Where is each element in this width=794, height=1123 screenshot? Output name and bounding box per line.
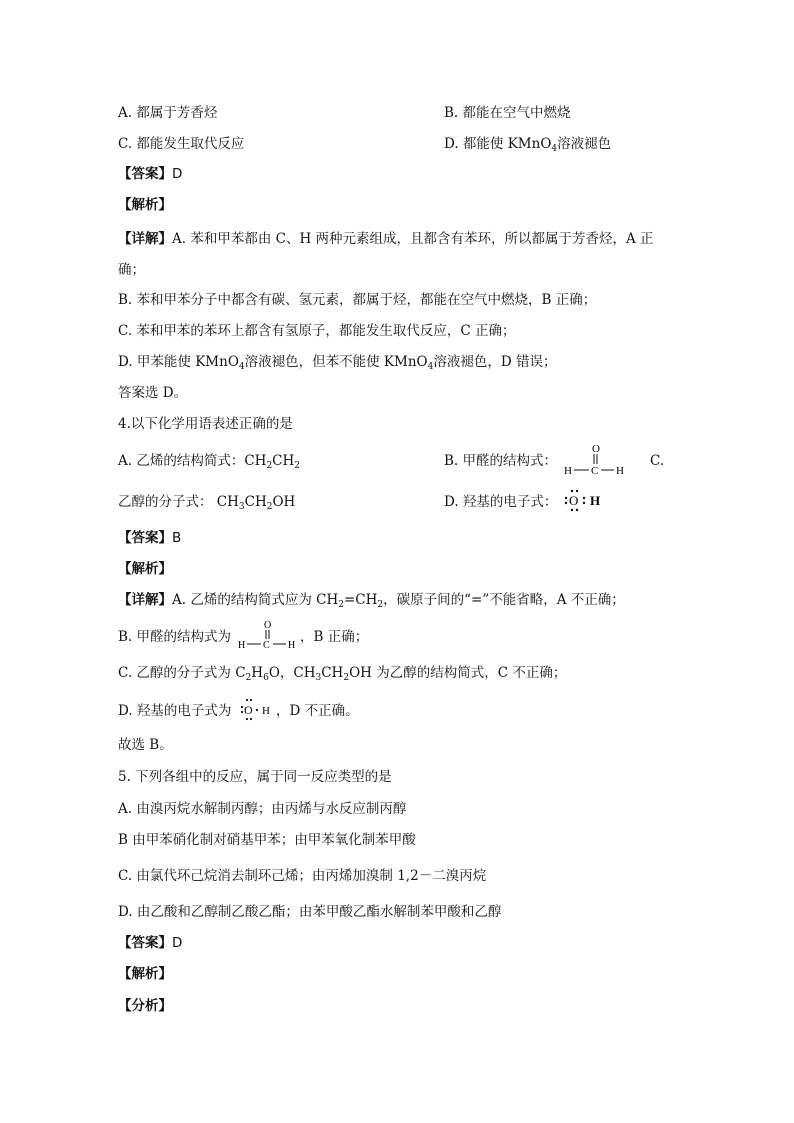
svg-text:C: C bbox=[263, 640, 270, 651]
q4-conclusion: 故选 B。 bbox=[118, 737, 173, 753]
q4-answer: 【答案】B bbox=[118, 530, 182, 546]
svg-text:H: H bbox=[238, 640, 246, 651]
q5-option-d: D. 由乙酸和乙醇制乙酸乙酯；由苯甲酸乙酯水解制苯甲酸和乙醇 bbox=[118, 904, 502, 920]
formaldehyde-structure-detail bbox=[236, 618, 302, 656]
q4-detail-d-end: ，D 不正确。 bbox=[276, 703, 359, 719]
q5-fenxi-heading: 【分析】 bbox=[118, 998, 172, 1014]
formula-o: O bbox=[592, 443, 600, 455]
q5-option-b: B 由甲苯硝化制对硝基甲苯；由甲苯氧化制苯甲酸 bbox=[118, 832, 416, 848]
q3-option-a: A. 都属于芳香烃 bbox=[118, 105, 218, 121]
q5-stem: 5. 下列各组中的反应，属于同一反应类型的是 bbox=[118, 769, 392, 785]
q3-answer: 【答案】D bbox=[118, 166, 183, 182]
q3-detail-a-cont: 确； bbox=[118, 262, 145, 278]
q4-analysis-heading: 【解析】 bbox=[118, 561, 172, 577]
formula-h-left: H bbox=[564, 465, 572, 477]
q4-detail-b: B. 甲醛的结构式为 bbox=[118, 629, 232, 645]
q4-option-a: A. 乙烯的结构简式：$CH_2CH_2$ bbox=[118, 453, 301, 471]
svg-text:O: O bbox=[244, 703, 253, 717]
q5-option-a: A. 由溴丙烷水解制丙醇；由丙烯与水反应制丙醇 bbox=[118, 801, 407, 817]
q5-option-c: C. 由氯代环己烷消去制环己烯；由丙烯加溴制 1,2－二溴丙烷 bbox=[118, 868, 487, 884]
q4-option-c: 乙醇的分子式： $CH_3CH_2OH$ bbox=[118, 494, 296, 512]
hydroxyl-electron-formula-detail bbox=[240, 696, 276, 726]
q3-detail-d: D. 甲苯能使 KMnO$_4$溶液褪色，但苯不能使 KMnO$_4$溶液褪色，D 错误； bbox=[118, 354, 557, 372]
electron-h: H bbox=[590, 493, 601, 508]
hydroxyl-electron-formula-d bbox=[564, 487, 606, 517]
formaldehyde-structure-b bbox=[562, 440, 628, 482]
svg-text:O: O bbox=[264, 620, 272, 631]
q3-detail-b: B. 苯和甲苯分子中都含有碳、氢元素，都属于烃，都能在空气中燃烧，B 正确； bbox=[118, 292, 597, 308]
q3-detail-a: 【详解】A. 苯和甲苯都由 C、H 两种元素组成，且都含有苯环，所以都属于芳香烃，A 正 bbox=[118, 231, 654, 247]
svg-text:H: H bbox=[262, 705, 270, 717]
q4-option-b: B. 甲醛的结构式： bbox=[444, 453, 558, 469]
q3-analysis-heading: 【解析】 bbox=[118, 197, 172, 213]
q5-analysis-heading: 【解析】 bbox=[118, 966, 172, 982]
svg-text:H: H bbox=[288, 640, 296, 651]
q3-option-b: B. 都能在空气中燃烧 bbox=[444, 105, 571, 121]
q4-detail-d: D. 羟基的电子式为 bbox=[118, 703, 232, 719]
q4-stem: 4.以下化学用语表述正确的是 bbox=[118, 416, 293, 432]
q3-option-d: D. 都能使 KMnO$_4$溶液褪色 bbox=[444, 136, 612, 154]
q4-detail-c: C. 乙醇的分子式为 $C_2H_6O$，$CH_3CH_2OH$ 为乙醇的结构简式，C 不正确； bbox=[118, 665, 567, 683]
formula-h-right: H bbox=[616, 465, 624, 477]
q4-detail-a: 【详解】A. 乙烯的结构简式应为 $CH_2=CH_2$，碳原子间的“=”不能省略，A 不正确； bbox=[118, 592, 625, 610]
q3-option-c: C. 都能发生取代反应 bbox=[118, 136, 245, 152]
formula-c: C bbox=[591, 465, 599, 477]
q3-conclusion: 答案选 D。 bbox=[118, 385, 188, 401]
q4-option-c-letter: C. bbox=[650, 453, 665, 469]
q4-option-d: D. 羟基的电子式： bbox=[444, 494, 558, 510]
q5-answer: 【答案】D bbox=[118, 935, 183, 951]
q4-detail-b-end: ，B 正确； bbox=[300, 629, 369, 645]
electron-o: O bbox=[569, 493, 579, 508]
q3-detail-c: C. 苯和甲苯的苯环上都含有氢原子，都能发生取代反应，C 正确； bbox=[118, 323, 516, 339]
